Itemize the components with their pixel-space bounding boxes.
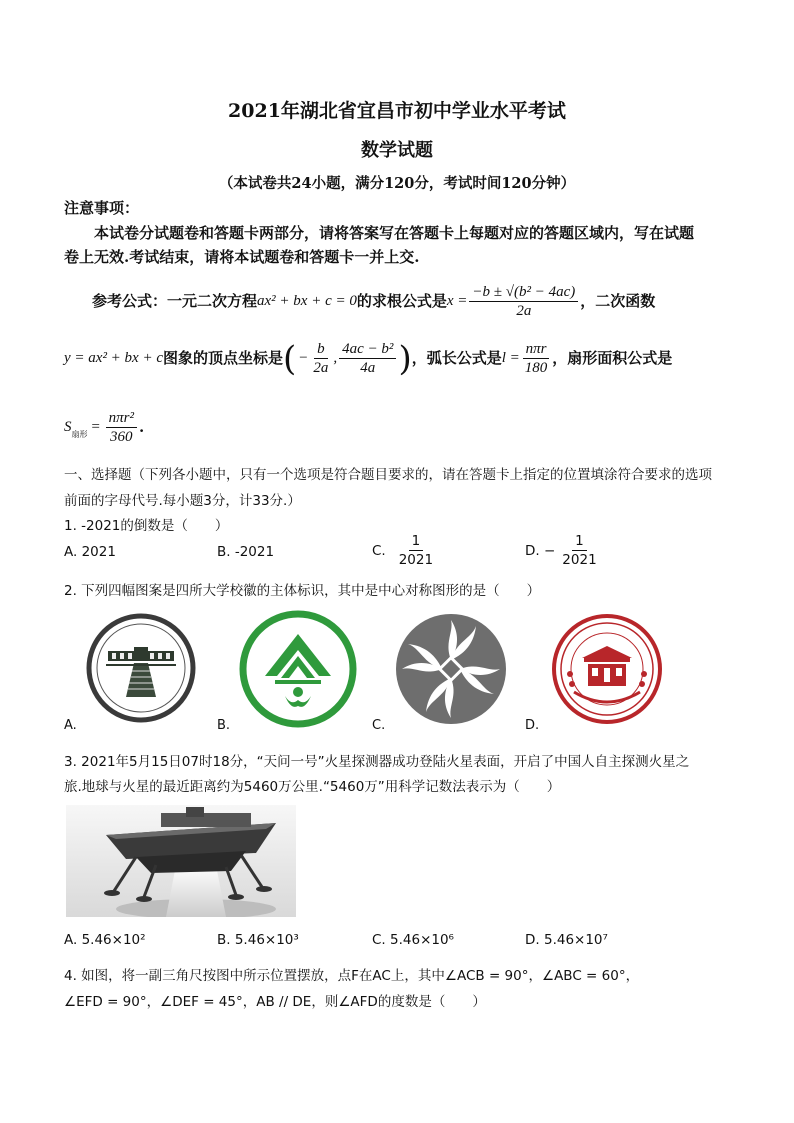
root-fraction	[469, 283, 578, 320]
formula-line-1	[92, 283, 732, 320]
arc-den: 180	[524, 360, 548, 376]
section1-line-1: 一、选择题（下列各小题中，只有一个选项是符合题目要求的，请在答题卡上指定的位置填涂符合要求的选项	[64, 467, 712, 483]
sector-fraction	[106, 409, 137, 446]
sector-den: 360	[110, 429, 133, 445]
sector-num: nπr²	[106, 409, 137, 428]
q1-c-fraction	[396, 532, 436, 569]
q1-option-b[interactable]: B. -2021	[217, 544, 275, 560]
l-equals: l =	[501, 350, 520, 366]
q3-option-c[interactable]: C. 5.46×10⁶	[372, 932, 454, 948]
university-logo-c	[394, 612, 508, 726]
q2-label-b[interactable]: B.	[217, 718, 231, 733]
q1-d-num: 1	[572, 532, 587, 551]
q3-option-b[interactable]: B. 5.46×10³	[217, 932, 299, 948]
arc-length-fraction	[522, 340, 551, 377]
q1-d-label: D. −	[525, 542, 556, 559]
q1-option-a[interactable]: A. 2021	[64, 544, 116, 560]
q3-line-1: 3. 2021年5月15日07时18分，“天问一号”火星探测器成功登陆火星表面，开启了中国人自主探测火星之	[64, 754, 690, 770]
root-formula-text: 的求根公式是	[356, 292, 447, 310]
q1-c-num: 1	[409, 532, 424, 551]
section1-line-2: 前面的字母代号.每小题3分，计33分.）	[64, 493, 301, 509]
mars-lander-photo	[66, 805, 296, 917]
university-logo-b	[239, 610, 357, 728]
sector-area-text: ，扇形面积公式是	[552, 349, 673, 367]
q2-label-d[interactable]: D.	[525, 718, 540, 733]
q1-option-c[interactable]	[372, 532, 438, 569]
function-equation: y = ax² + bx + c	[64, 350, 163, 366]
exam-subtitle: 数学试题	[361, 140, 433, 161]
q1-option-d[interactable]	[525, 532, 602, 569]
q1-d-den: 2021	[562, 552, 597, 568]
vertex-y-fraction	[339, 340, 396, 377]
quadratic-function-text: ，二次函数	[580, 292, 656, 310]
vertex-x-fraction	[310, 340, 331, 377]
vertex-x-den: 2a	[313, 360, 329, 376]
left-paren: (	[283, 338, 297, 379]
formula-label: 参考公式：一元二次方程	[92, 292, 258, 310]
vertex-y-den: 4a	[360, 360, 376, 376]
root-denominator: 2a	[516, 303, 532, 319]
arc-num: nπr	[523, 340, 550, 359]
formula-line-3: S 扇形 = $\frac{\text{nπr²}}{360}$ .	[64, 410, 145, 445]
formula-line-2: y = ax² + bx + c 图象的顶点坐标是 ( − $\frac{b}{2a}$ , $\frac{\text{4ac − b²}}{4a}$ ) ，弧长公式是 l = $\frac{\text{nπr}}{180}$ ，扇形面积公式是	[64, 338, 673, 379]
x-equals: x =	[446, 293, 468, 309]
university-logo-a	[86, 613, 196, 723]
q4-line-1: 4. 如图，将一副三角尺按图中所示位置摆放，点F在AC上，其中∠ACB = 90°，∠ABC = 60°，	[64, 968, 640, 984]
vertex-y-num: 4ac − b²	[339, 340, 396, 359]
q2-stem: 2. 下列四幅图案是四所大学校徽的主体标识，其中是中心对称图形的是（ ）	[64, 583, 541, 599]
right-paren: )	[398, 338, 412, 379]
q2-label-a[interactable]: A.	[64, 718, 77, 733]
sector-s: S	[64, 419, 72, 435]
notice-line-1: 本试卷分试题卷和答题卡两部分，请将答案写在答题卡上每题对应的答题区域内，写在试题	[94, 224, 695, 242]
q1-c-label: C.	[372, 542, 386, 559]
arc-length-text: ，弧长公式是	[411, 349, 502, 367]
exam-title: 2021年湖北省宜昌市初中学业水平考试	[228, 100, 566, 122]
q3-line-2: 旅.地球与火星的最近距离约为5460万公里.“5460万”用科学记数法表示为（ ）	[64, 779, 561, 795]
exam-info: （本试卷共24小题，满分120分，考试时间120分钟）	[218, 175, 576, 192]
sector-subscript: 扇形	[71, 430, 88, 439]
q2-label-c[interactable]: C.	[372, 718, 386, 733]
q4-line-2: ∠EFD = 90°，∠DEF = 45°，AB // DE，则∠AFD的度数是（ ）	[64, 994, 486, 1010]
root-numerator: −b ± √(b² − 4ac)	[469, 283, 578, 302]
vertex-x-num: b	[314, 340, 328, 359]
q1-stem: 1. -2021的倒数是（ ）	[64, 518, 229, 534]
q1-c-den: 2021	[398, 552, 434, 568]
notice-line-2: 卷上无效.考试结束，请将本试题卷和答题卡一并上交.	[64, 248, 420, 266]
quadratic-equation: ax² + bx + c = 0	[257, 293, 357, 309]
notice-heading: 注意事项：	[64, 199, 140, 217]
q3-option-a[interactable]: A. 5.46×10²	[64, 932, 146, 948]
university-logo-d	[550, 612, 664, 726]
q1-d-fraction	[559, 532, 599, 569]
q3-option-d[interactable]: D. 5.46×10⁷	[525, 932, 608, 948]
vertex-text: 图象的顶点坐标是	[163, 349, 284, 367]
